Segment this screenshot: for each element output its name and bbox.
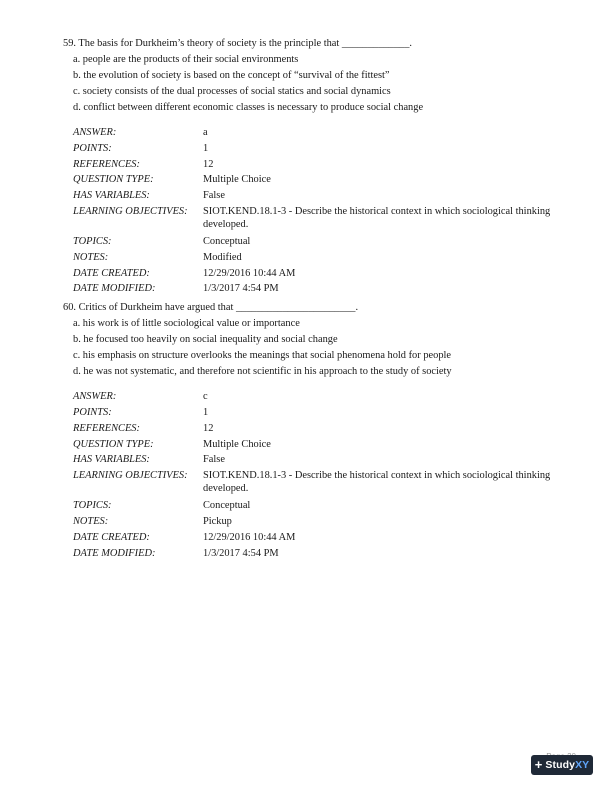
meta-topics — [73, 234, 563, 250]
meta-label: QUESTION TYPE: — [73, 174, 154, 186]
meta-question-type — [73, 172, 563, 188]
meta-label: LEARNING OBJECTIVES: — [73, 205, 188, 217]
meta-notes — [73, 250, 563, 266]
meta-label: DATE CREATED: — [73, 531, 150, 543]
meta-label: NOTES: — [73, 515, 109, 527]
meta-label: TOPICS: — [73, 235, 112, 247]
meta-learning-objectives — [73, 205, 563, 231]
references-value: 12 — [203, 158, 214, 170]
question-60 — [63, 300, 563, 561]
points-value: 1 — [203, 142, 209, 154]
meta-label: HAS VARIABLES: — [73, 190, 150, 202]
has-variables-value: False — [203, 190, 225, 202]
meta-label: ANSWER: — [73, 391, 117, 403]
question-number: 59. — [63, 38, 76, 49]
meta-topics — [73, 498, 563, 514]
question-metadata — [63, 389, 563, 561]
topics-value: Conceptual — [203, 500, 251, 512]
meta-label: DATE MODIFIED: — [73, 283, 156, 295]
date-modified-value: 1/3/2017 4:54 PM — [203, 283, 279, 295]
meta-date-modified — [73, 281, 563, 297]
meta-learning-objectives — [73, 469, 563, 495]
question-stem — [63, 36, 563, 52]
meta-date-created — [73, 266, 563, 282]
references-value: 12 — [203, 422, 214, 434]
meta-label: REFERENCES: — [73, 422, 140, 434]
learning-objectives-value: SIOT.KEND.18.1-3 - Describe the historical context in which sociological thinking developed. — [203, 205, 551, 230]
choice-c: c. his emphasis on structure overlooks the meanings that social phenomena hold for people — [73, 350, 452, 362]
question-stem — [63, 300, 563, 316]
question-text: The basis for Durkheim’s theory of society is the principle that _____________. — [78, 38, 413, 49]
notes-value: Modified — [203, 251, 242, 263]
meta-date-created — [73, 530, 563, 546]
meta-label: LEARNING OBJECTIVES: — [73, 470, 188, 482]
meta-label: DATE CREATED: — [73, 267, 150, 279]
notes-value: Pickup — [203, 515, 232, 527]
answer-value: c — [203, 391, 208, 403]
date-created-value: 12/29/2016 10:44 AM — [203, 267, 296, 279]
date-modified-value: 1/3/2017 4:54 PM — [203, 547, 279, 559]
date-created-value: 12/29/2016 10:44 AM — [203, 531, 296, 543]
choice-d: d. conflict between different economic classes is necessary to produce social change — [73, 102, 424, 113]
choice-d: d. he was not systematic, and therefore not scientific in his approach to the study of society — [73, 366, 452, 378]
learning-objectives-value: SIOT.KEND.18.1-3 - Describe the historical context in which sociological thinking developed. — [203, 470, 551, 495]
choice-c: c. society consists of the dual processes of social statics and social dynamics — [73, 86, 391, 97]
badge-xy-text: XY — [575, 759, 590, 771]
question-59 — [63, 36, 563, 297]
meta-has-variables — [73, 188, 563, 204]
meta-label: NOTES: — [73, 251, 109, 263]
meta-points — [73, 141, 563, 157]
meta-label: QUESTION TYPE: — [73, 438, 154, 450]
meta-answer — [73, 389, 563, 405]
meta-label: REFERENCES: — [73, 158, 140, 170]
has-variables-value: False — [203, 454, 225, 466]
meta-label: POINTS: — [73, 142, 112, 154]
meta-label: ANSWER: — [73, 127, 117, 138]
document-page — [63, 36, 563, 564]
meta-question-type — [73, 437, 563, 453]
question-type-value: Multiple Choice — [203, 438, 271, 450]
points-value: 1 — [203, 406, 209, 418]
meta-has-variables — [73, 452, 563, 468]
meta-label: DATE MODIFIED: — [73, 547, 156, 559]
meta-answer — [73, 125, 563, 141]
question-text: Critics of Durkheim have argued that _______________________. — [78, 302, 359, 314]
plus-icon: + — [534, 757, 543, 772]
choice-list — [63, 52, 563, 116]
meta-date-modified — [73, 546, 563, 562]
choice-b: b. he focused too heavily on social inequality and social change — [73, 334, 338, 346]
meta-label: POINTS: — [73, 406, 112, 418]
studyxy-badge[interactable] — [531, 755, 593, 775]
badge-study-text: Study — [545, 759, 576, 771]
meta-references — [73, 157, 563, 173]
meta-references — [73, 421, 563, 437]
answer-value: a — [203, 127, 208, 138]
question-number: 60. — [63, 302, 76, 314]
topics-value: Conceptual — [203, 235, 251, 247]
question-metadata — [63, 125, 563, 297]
meta-points — [73, 405, 563, 421]
choice-list — [63, 316, 563, 380]
meta-label: TOPICS: — [73, 500, 112, 512]
choice-a: a. people are the products of their social environments — [73, 54, 299, 65]
meta-label: HAS VARIABLES: — [73, 454, 150, 466]
choice-b: b. the evolution of society is based on the concept of “survival of the fittest” — [73, 70, 390, 81]
meta-notes — [73, 514, 563, 530]
choice-a: a. his work is of little sociological value or importance — [73, 318, 300, 330]
question-type-value: Multiple Choice — [203, 174, 271, 186]
